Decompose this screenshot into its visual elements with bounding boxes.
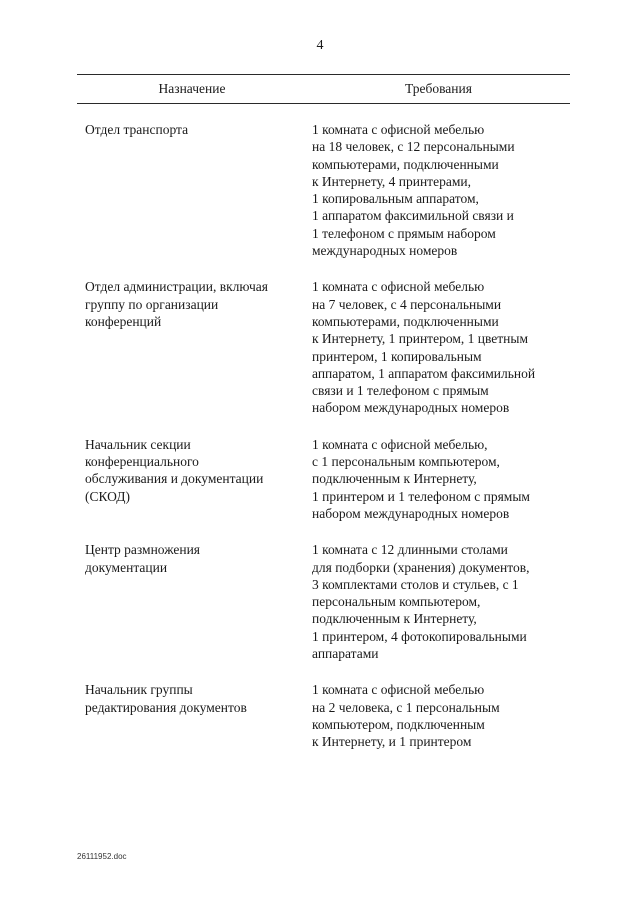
table-body [85, 121, 570, 770]
table-row [85, 121, 570, 259]
requirements-cell: 1 комната с офисной мебелью, с 1 персональным компьютером, подключенным к Интернету, 1 принтером и 1 телефоном с прямым набором международных номеров [312, 436, 530, 521]
requirements-cell: 1 комната с 12 длинными столами для подборки (хранения) документов, 3 комплектами столов и стульев, с 1 персональным компьютером, подключенным к Интернету, 1 принтером, 4 фотокопировальными аппаратами [312, 542, 530, 662]
purpose-cell: Начальник группы редактирования документов [85, 682, 247, 715]
requirements-cell: 1 комната с офисной мебелью на 18 человек, с 12 персональными компьютерами, подключенными к Интернету, 4 принтерами, 1 копировальным аппаратом, 1 аппаратом факсимильной связи и 1 телефоном с прямым набором международных номеров [312, 122, 515, 259]
purpose-cell: Начальник секции конференциального обслуживания и документации (СКОД) [85, 436, 264, 504]
purpose-cell: Центр размножения документации [85, 542, 201, 575]
table-header-rule [77, 103, 570, 104]
purpose-cell: Отдел транспорта [85, 122, 189, 137]
page-number: 4 [316, 38, 324, 53]
footer-filename: 26111952.doc [77, 852, 127, 861]
purpose-cell: Отдел администрации, включая группу по организации конференций [85, 279, 268, 329]
table-row [85, 436, 570, 522]
table-row [85, 278, 570, 416]
table-row [85, 541, 570, 662]
column-header-purpose: Назначение [158, 81, 226, 96]
table-row [85, 681, 570, 750]
requirements-cell: 1 комната с офисной мебелью на 2 человека, с 1 персональным компьютером, подключенным к Интернету, и 1 принтером [312, 682, 500, 750]
requirements-cell: 1 комната с офисной мебелью на 7 человек, с 4 персональными компьютерами, подключенными к Интернету, 1 принтером, 1 цветным принтером, 1 копировальным аппаратом, 1 аппаратом факсимильной связи и 1 телефоном с прямым набором международных номеров [312, 279, 536, 416]
column-header-requirements: Требования [405, 81, 472, 96]
table-top-rule [77, 74, 570, 75]
table-header [77, 81, 570, 97]
